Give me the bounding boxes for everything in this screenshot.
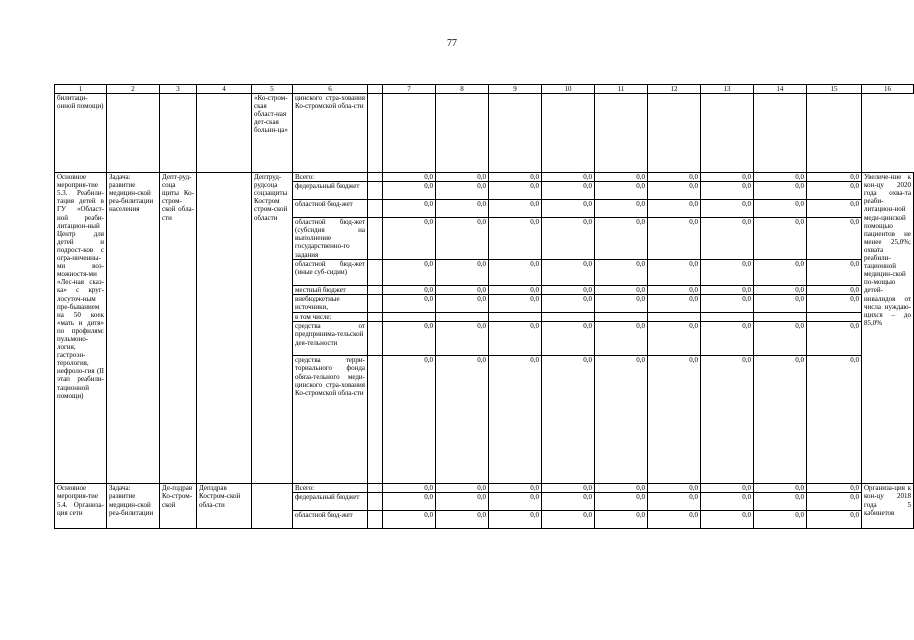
executor-cell — [160, 94, 197, 173]
empty-cell — [368, 218, 383, 260]
funding-value-cell: 0,0 — [383, 322, 436, 356]
funding-value-cell: 0,0 — [648, 295, 701, 313]
participant-cell: «Ко-стром-ская област-ная дет-ская больни-ца» — [252, 94, 293, 173]
funding-value-cell: 0,0 — [595, 200, 648, 218]
funding-value-cell: 0,0 — [436, 511, 489, 529]
task-cell: Задача: развитие медицин-ской реа-билитации населения — [107, 173, 160, 484]
funding-value-cell: 0,0 — [807, 182, 862, 200]
funding-source-label: средства терри-ториального фонда обяза-тельного меди-цинского стра-хования Ко-стромской обла-сти — [293, 356, 368, 484]
funding-value-cell: 0,0 — [754, 286, 807, 295]
funding-value-cell: 0,0 — [489, 200, 542, 218]
funding-value-cell: 0,0 — [754, 260, 807, 286]
funding-value-cell: 0,0 — [489, 356, 542, 484]
funding-value-cell: 0,0 — [701, 182, 754, 200]
funding-value-cell: 0,0 — [701, 218, 754, 260]
value-cell — [542, 94, 595, 173]
header-cell: 11 — [595, 85, 648, 94]
funding-value-cell: 0,0 — [701, 286, 754, 295]
funding-value-cell: 0,0 — [436, 322, 489, 356]
participant-cell: Дептруд-рудсоца соцзащиты Костром стром-ской области — [252, 173, 293, 484]
funding-value-cell: 0,0 — [701, 511, 754, 529]
funding-source-label: федеральный бюджет — [293, 182, 368, 200]
funding-value-cell: 0,0 — [436, 182, 489, 200]
funding-value-cell: 0,0 — [754, 182, 807, 200]
funding-value-cell: 0,0 — [436, 295, 489, 313]
funding-value-cell: 0,0 — [542, 182, 595, 200]
funding-value-cell: 0,0 — [754, 200, 807, 218]
header-cell: 2 — [107, 85, 160, 94]
header-cell: 8 — [436, 85, 489, 94]
funding-value-cell: 0,0 — [754, 493, 807, 511]
funding-value-cell: 0,0 — [489, 484, 542, 493]
funding-value-cell: 0,0 — [807, 218, 862, 260]
table-row — [55, 173, 914, 182]
funding-source-label: местный бюджет — [293, 286, 368, 295]
header-spacer — [368, 85, 383, 94]
table-row — [55, 484, 914, 493]
source-cell: цинского стра-хования Ко-стромской обла-сти — [293, 94, 368, 173]
funding-source-label: Всего: — [293, 484, 368, 493]
header-cell: 15 — [807, 85, 862, 94]
funding-value-cell: 0,0 — [436, 356, 489, 484]
header-cell: 13 — [701, 85, 754, 94]
executor-cell: Депт-руд-соца щиты Ко-стром-ской обла-сти — [160, 173, 197, 484]
funding-value-cell: 0,0 — [489, 173, 542, 182]
header-cell: 14 — [754, 85, 807, 94]
funding-source-label: Всего: — [293, 173, 368, 182]
funding-source-label: областной бюд-жет (субсидия на выполнение государственно-го задания — [293, 218, 368, 260]
empty-cell — [368, 94, 383, 173]
funding-value-cell: 0,0 — [595, 218, 648, 260]
empty-cell — [368, 313, 383, 322]
task-cell — [107, 94, 160, 173]
funding-value-cell: 0,0 — [489, 218, 542, 260]
empty-cell — [368, 286, 383, 295]
funding-value-cell: 0,0 — [754, 356, 807, 484]
expected-result-cell: Увеличе-ние к кон-цу 2020 года охва-та реаби-литацион-ной меди-цинской помощью пациентов не менее 25,0%; охвата реабили-тационной медицин-ской по-мощью детей-инвалидов от числа нуждаю-щихся – до 85,0% — [862, 173, 914, 484]
funding-value-cell: 0,0 — [542, 511, 595, 529]
funding-value-cell: 0,0 — [807, 173, 862, 182]
funding-value-cell: 0,0 — [648, 493, 701, 511]
funding-value-cell: 0,0 — [489, 260, 542, 286]
funding-value-cell: 0,0 — [701, 484, 754, 493]
funding-value-cell: 0,0 — [595, 511, 648, 529]
page-number: 77 — [447, 38, 457, 49]
funding-value-cell: 0,0 — [754, 322, 807, 356]
funding-value-cell: 0,0 — [595, 484, 648, 493]
funding-value-cell: 0,0 — [648, 322, 701, 356]
empty-cell — [368, 295, 383, 313]
funding-value-cell: 0,0 — [383, 182, 436, 200]
funding-value-cell: 0,0 — [595, 322, 648, 356]
funding-value-cell: 0,0 — [489, 182, 542, 200]
funding-value-cell — [542, 313, 595, 322]
funding-value-cell: 0,0 — [648, 173, 701, 182]
funding-value-cell — [701, 313, 754, 322]
funding-value-cell: 0,0 — [648, 260, 701, 286]
funding-value-cell: 0,0 — [648, 286, 701, 295]
funding-value-cell: 0,0 — [754, 295, 807, 313]
header-cell: 7 — [383, 85, 436, 94]
funding-value-cell: 0,0 — [595, 356, 648, 484]
funding-source-label: в том числе: — [293, 313, 368, 322]
funding-source-label: областной бюд-жет — [293, 511, 368, 529]
funding-value-cell: 0,0 — [383, 295, 436, 313]
funding-value-cell: 0,0 — [436, 286, 489, 295]
funding-value-cell: 0,0 — [489, 295, 542, 313]
event-name-cell: Основное мероприя-тие 5.3. Реабили-тация детей в ГУ «Област-ной реаби-литацион-ный Центр для детей и подрост-ков с огра-ниченны-ми воз-можностя-ми «Лес-ная сказ-ка» с круг-лосуточ-ным пре-быванием на 50 коек «мать и дитя» по профилям: пульмоно-логия, гастроэн-терология, нефроло-гия (II этап реабили-тационной помощи) — [55, 173, 107, 484]
header-cell: 9 — [489, 85, 542, 94]
funding-value-cell: 0,0 — [701, 200, 754, 218]
empty-cell — [368, 322, 383, 356]
task-cell: Задача: развитие медицин-ской реа-билитации — [107, 484, 160, 529]
value-cell — [648, 94, 701, 173]
funding-value-cell: 0,0 — [807, 356, 862, 484]
funding-value-cell: 0,0 — [754, 511, 807, 529]
event-name-cell: Основное мероприя-тие 5.4. Организа-ция сети — [55, 484, 107, 529]
empty-cell — [368, 200, 383, 218]
funding-value-cell: 0,0 — [595, 260, 648, 286]
event-name-cell: билитаци-онной помощи) — [55, 94, 107, 173]
funding-value-cell: 0,0 — [383, 260, 436, 286]
header-row — [55, 85, 914, 94]
funding-value-cell: 0,0 — [542, 295, 595, 313]
header-cell: 10 — [542, 85, 595, 94]
value-cell — [754, 94, 807, 173]
funding-value-cell: 0,0 — [701, 260, 754, 286]
funding-value-cell: 0,0 — [595, 493, 648, 511]
funding-source-label: областной бюд-жет (иные суб-сидии) — [293, 260, 368, 286]
funding-value-cell: 0,0 — [542, 493, 595, 511]
funding-value-cell: 0,0 — [701, 356, 754, 484]
funding-value-cell — [436, 313, 489, 322]
header-cell: 16 — [862, 85, 914, 94]
funding-value-cell: 0,0 — [648, 356, 701, 484]
funding-value-cell: 0,0 — [383, 218, 436, 260]
program-table — [54, 84, 914, 529]
funding-value-cell: 0,0 — [542, 218, 595, 260]
result-cell — [807, 94, 862, 173]
funding-value-cell: 0,0 — [648, 511, 701, 529]
funding-value-cell — [383, 313, 436, 322]
funding-value-cell: 0,0 — [542, 356, 595, 484]
co-executor-cell: Депздрав Костром-ской обла-сти — [197, 484, 252, 529]
funding-value-cell: 0,0 — [807, 200, 862, 218]
funding-value-cell: 0,0 — [807, 322, 862, 356]
funding-value-cell: 0,0 — [807, 295, 862, 313]
empty-cell — [368, 260, 383, 286]
funding-value-cell: 0,0 — [542, 173, 595, 182]
value-cell — [701, 94, 754, 173]
funding-value-cell: 0,0 — [489, 286, 542, 295]
funding-value-cell: 0,0 — [489, 322, 542, 356]
header-cell: 4 — [197, 85, 252, 94]
empty-cell — [368, 511, 383, 529]
header-cell: 5 — [252, 85, 293, 94]
funding-value-cell — [807, 313, 862, 322]
funding-value-cell: 0,0 — [701, 322, 754, 356]
header-cell: 6 — [293, 85, 368, 94]
funding-value-cell — [595, 313, 648, 322]
participant-cell — [252, 484, 293, 529]
funding-value-cell: 0,0 — [595, 295, 648, 313]
funding-value-cell: 0,0 — [383, 286, 436, 295]
header-cell: 3 — [160, 85, 197, 94]
funding-value-cell: 0,0 — [489, 511, 542, 529]
funding-value-cell: 0,0 — [595, 173, 648, 182]
funding-value-cell: 0,0 — [648, 218, 701, 260]
empty-cell — [368, 173, 383, 182]
value-cell — [595, 94, 648, 173]
funding-value-cell: 0,0 — [701, 493, 754, 511]
funding-value-cell: 0,0 — [595, 286, 648, 295]
funding-value-cell: 0,0 — [754, 484, 807, 493]
header-cell: 1 — [55, 85, 107, 94]
empty-cell — [368, 493, 383, 511]
funding-value-cell: 0,0 — [383, 484, 436, 493]
funding-value-cell: 0,0 — [436, 218, 489, 260]
funding-value-cell: 0,0 — [383, 493, 436, 511]
empty-cell — [368, 356, 383, 484]
funding-value-cell — [754, 313, 807, 322]
funding-value-cell: 0,0 — [754, 173, 807, 182]
co-executor-cell — [197, 173, 252, 484]
value-cell — [436, 94, 489, 173]
funding-value-cell: 0,0 — [383, 356, 436, 484]
funding-value-cell — [648, 313, 701, 322]
funding-value-cell: 0,0 — [807, 493, 862, 511]
funding-value-cell: 0,0 — [754, 218, 807, 260]
empty-cell — [368, 484, 383, 493]
funding-value-cell: 0,0 — [542, 484, 595, 493]
value-cell — [489, 94, 542, 173]
funding-value-cell: 0,0 — [648, 484, 701, 493]
funding-value-cell: 0,0 — [542, 200, 595, 218]
funding-value-cell: 0,0 — [383, 173, 436, 182]
funding-value-cell: 0,0 — [595, 182, 648, 200]
funding-source-label: внебюджетные источники, — [293, 295, 368, 313]
funding-value-cell: 0,0 — [383, 200, 436, 218]
funding-value-cell: 0,0 — [436, 493, 489, 511]
header-cell: 12 — [648, 85, 701, 94]
funding-source-label: средства от предпринима-тельской дея-тельности — [293, 322, 368, 356]
funding-source-label: федеральный бюджет — [293, 493, 368, 511]
expected-result-cell: Организа-ция к кон-цу 2018 года 5 кабинетов — [862, 484, 914, 529]
funding-value-cell — [489, 313, 542, 322]
funding-value-cell: 0,0 — [701, 173, 754, 182]
co-executor-cell — [197, 94, 252, 173]
funding-value-cell: 0,0 — [542, 260, 595, 286]
funding-value-cell: 0,0 — [383, 511, 436, 529]
funding-value-cell: 0,0 — [807, 511, 862, 529]
funding-value-cell: 0,0 — [701, 295, 754, 313]
empty-cell — [368, 182, 383, 200]
funding-value-cell: 0,0 — [436, 200, 489, 218]
funding-value-cell: 0,0 — [489, 493, 542, 511]
funding-value-cell: 0,0 — [542, 286, 595, 295]
value-cell — [383, 94, 436, 173]
funding-value-cell: 0,0 — [648, 200, 701, 218]
funding-source-label: областной бюд-жет — [293, 200, 368, 218]
funding-value-cell: 0,0 — [436, 484, 489, 493]
funding-value-cell: 0,0 — [648, 182, 701, 200]
funding-value-cell: 0,0 — [436, 173, 489, 182]
continuation-row — [55, 94, 914, 173]
funding-value-cell: 0,0 — [807, 484, 862, 493]
funding-value-cell: 0,0 — [436, 260, 489, 286]
executor-cell: Де-пздрав Ко-стром-ской — [160, 484, 197, 529]
funding-value-cell: 0,0 — [807, 286, 862, 295]
funding-value-cell: 0,0 — [807, 260, 862, 286]
funding-value-cell: 0,0 — [542, 322, 595, 356]
